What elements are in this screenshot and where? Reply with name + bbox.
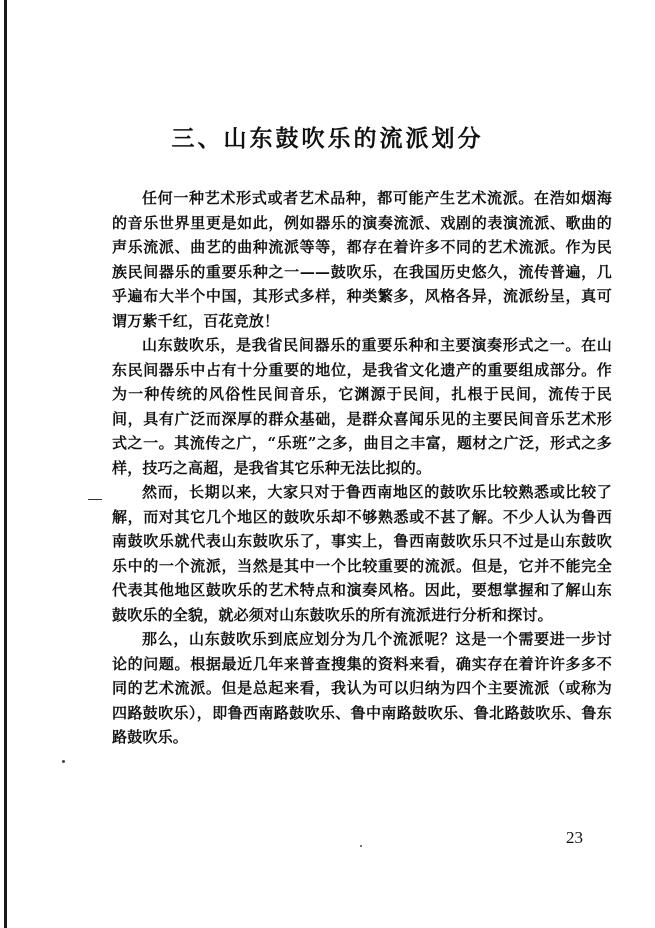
body-text bbox=[112, 186, 612, 750]
paragraph-2: 山东鼓吹乐，是我省民间器乐的重要乐种和主要演奏形式之一。在山东民间器乐中占有十分重要的地位，是我省文化遗产的重要组成部分。作为一种传统的风俗性民间音乐，它渊源于民间，扎根于民间，流传于民间，具有广泛而深厚的群众基础，是群众喜闻乐见的主要民间音乐艺术形式之一。其流传之广，“乐班”之多，曲目之丰富，题材之广泛，形式之多样，技巧之高超，是我省其它乐种无法比拟的。 bbox=[112, 336, 612, 477]
scan-speck bbox=[360, 845, 362, 847]
paragraph-4: 那么，山东鼓吹乐到底应划分为几个流派呢？这是一个需要进一步讨论的问题。根据最近几年来普查搜集的资料来看，确实存在着许许多多不同的艺术流派。但是总起来看，我认为可以归纳为四个主要流派（或称为四路鼓吹乐），即鲁西南路鼓吹乐、鲁中南路鼓吹乐、鲁北路鼓吹乐、鲁东路鼓吹乐。 bbox=[112, 630, 612, 746]
paragraph-3: 然而，长期以来，大家只对于鲁西南地区的鼓吹乐比较熟悉或比较了解，而对其它几个地区的鼓吹乐却不够熟悉或不甚了解。不少人认为鲁西南鼓吹乐就代表山东鼓吹乐了，事实上，鲁西南鼓吹乐只不过是山东鼓吹乐中的一个流派，当然是其中一个比较重要的流派。但是，它并不能完全代表其他地区鼓吹乐的艺术特点和演奏风格。因此，要想掌握和了解山东鼓吹乐的全貌，就必须对山东鼓吹乐的所有流派进行分析和探讨。 bbox=[112, 483, 612, 624]
margin-mark bbox=[88, 499, 102, 500]
section-title: 三、山东鼓吹乐的流派划分 bbox=[171, 125, 484, 152]
scan-speck bbox=[62, 760, 65, 763]
paragraph-1: 任何一种艺术形式或者艺术品种，都可能产生艺术流派。在浩如烟海的音乐世界里更是如此，例如器乐的演奏流派、戏剧的表演流派、歌曲的声乐流派、曲艺的曲种流派等等，都存在着许多不同的艺术流派。作为民族民间器乐的重要乐种之一——鼓吹乐，在我国历史悠久，流传普遍，几乎遍布大半个中国，其形式多样，种类繁多，风格各异，流派纷呈，真可谓万紫千红，百花竞放！ bbox=[112, 189, 612, 330]
page-number: 23 bbox=[566, 828, 583, 847]
